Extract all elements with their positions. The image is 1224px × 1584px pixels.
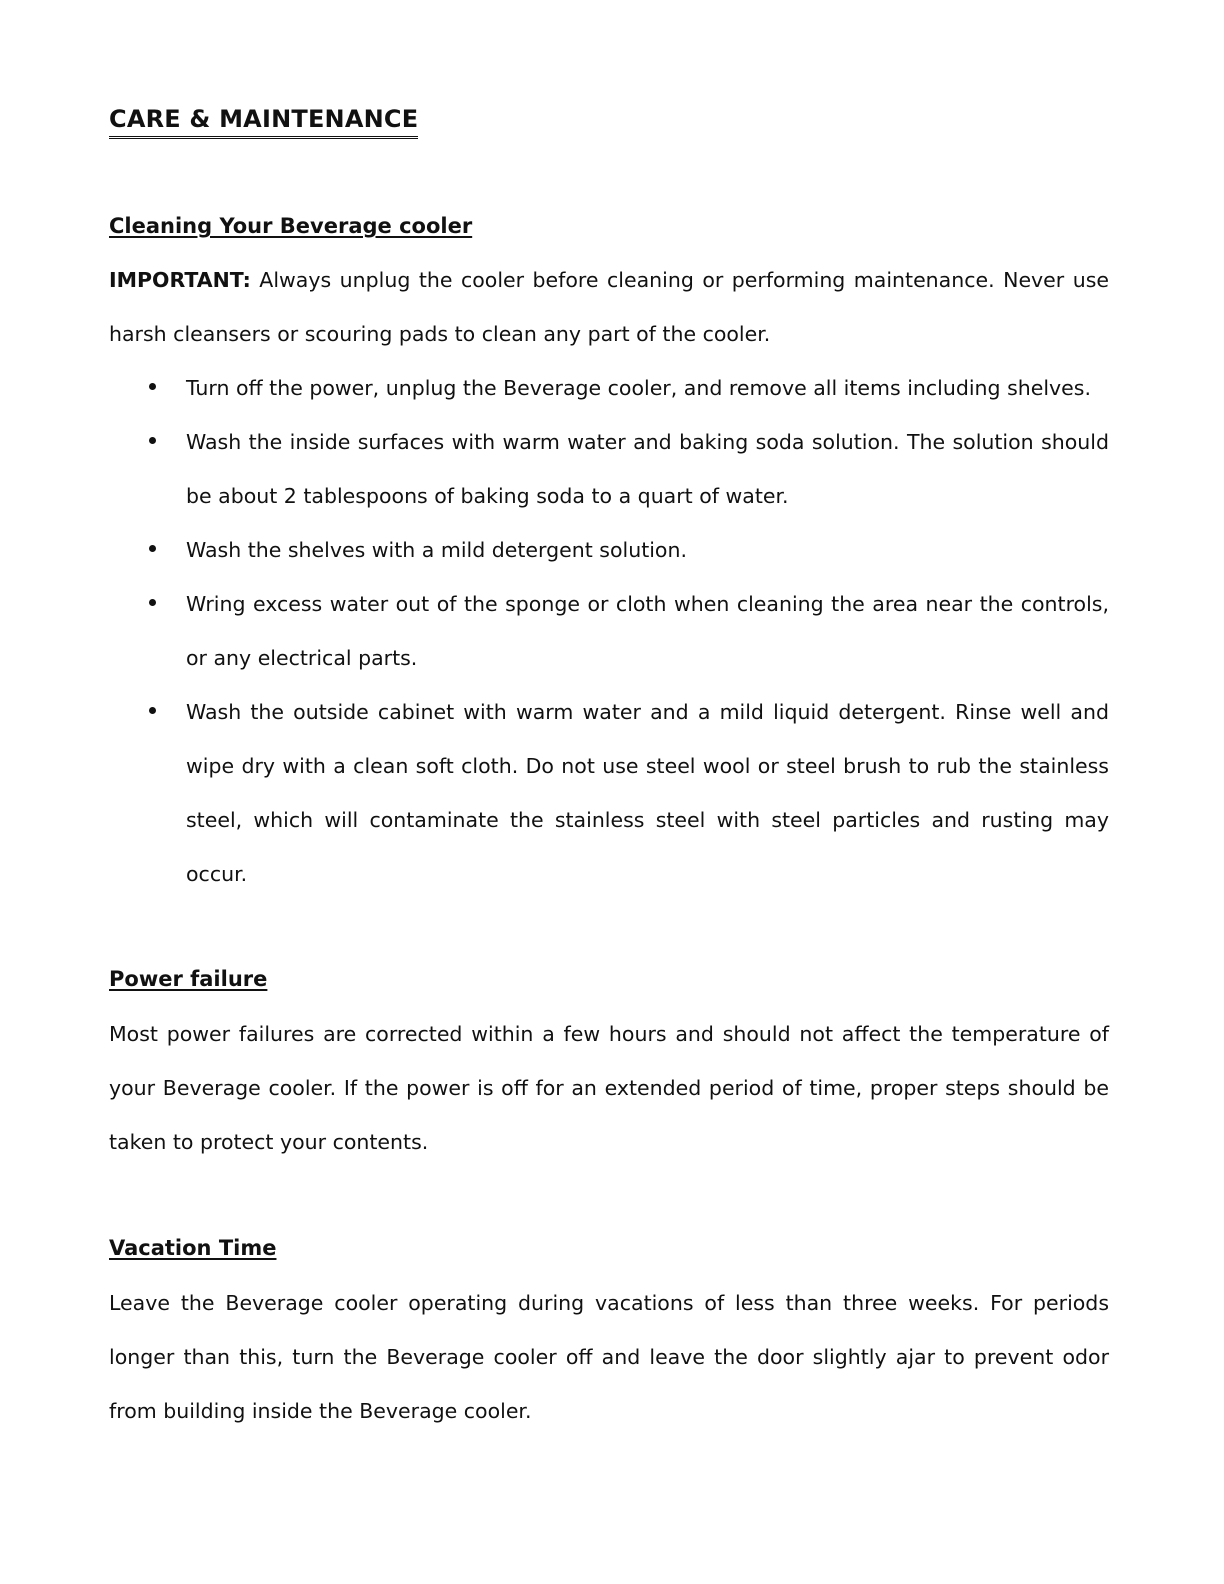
list-item xyxy=(109,685,1109,901)
bullet-icon xyxy=(149,383,156,390)
section-heading-power-failure: Power failure xyxy=(109,967,268,991)
list-item xyxy=(109,523,1109,577)
important-label: IMPORTANT: xyxy=(109,268,251,292)
list-item-text: Wring excess water out of the sponge or cloth when cleaning the area near the controls, or any electrical parts. xyxy=(186,592,1109,670)
list-item xyxy=(109,361,1109,415)
list-item xyxy=(109,415,1109,523)
page-title: CARE & MAINTENANCE xyxy=(109,102,418,139)
cleaning-steps-list xyxy=(109,361,1109,901)
bullet-icon xyxy=(149,545,156,552)
section-heading-vacation: Vacation Time xyxy=(109,1236,277,1260)
list-item-text: Wash the outside cabinet with warm water and a mild liquid detergent. Rinse well and wipe dry with a clean soft cloth. Do not use steel wool or steel brush to rub the stainless steel, which will contaminate the stainless steel with steel particles and rusting may occur. xyxy=(186,700,1109,886)
bullet-icon xyxy=(149,707,156,714)
important-text: Always unplug the cooler before cleaning or performing maintenance. Never use harsh cleansers or scouring pads to clean any part of the cooler. xyxy=(109,268,1109,346)
list-item xyxy=(109,577,1109,685)
important-notice xyxy=(109,253,1109,361)
bullet-icon xyxy=(149,437,156,444)
power-failure-text: Most power failures are corrected within a few hours and should not affect the temperature of your Beverage cooler. If the power is off for an extended period of time, proper steps should be taken to protect your contents. xyxy=(109,1022,1109,1154)
vacation-text: Leave the Beverage cooler operating during vacations of less than three weeks. For periods longer than this, turn the Beverage cooler off and leave the door slightly ajar to prevent odor from building inside the Beverage cooler. xyxy=(109,1291,1109,1423)
list-item-text: Wash the shelves with a mild detergent solution. xyxy=(186,538,687,562)
section-heading-cleaning: Cleaning Your Beverage cooler xyxy=(109,214,473,238)
bullet-icon xyxy=(149,599,156,606)
list-item-text: Turn off the power, unplug the Beverage cooler, and remove all items including shelves. xyxy=(186,376,1091,400)
list-item-text: Wash the inside surfaces with warm water and baking soda solution. The solution should be about 2 tablespoons of baking soda to a quart of water. xyxy=(186,430,1109,508)
